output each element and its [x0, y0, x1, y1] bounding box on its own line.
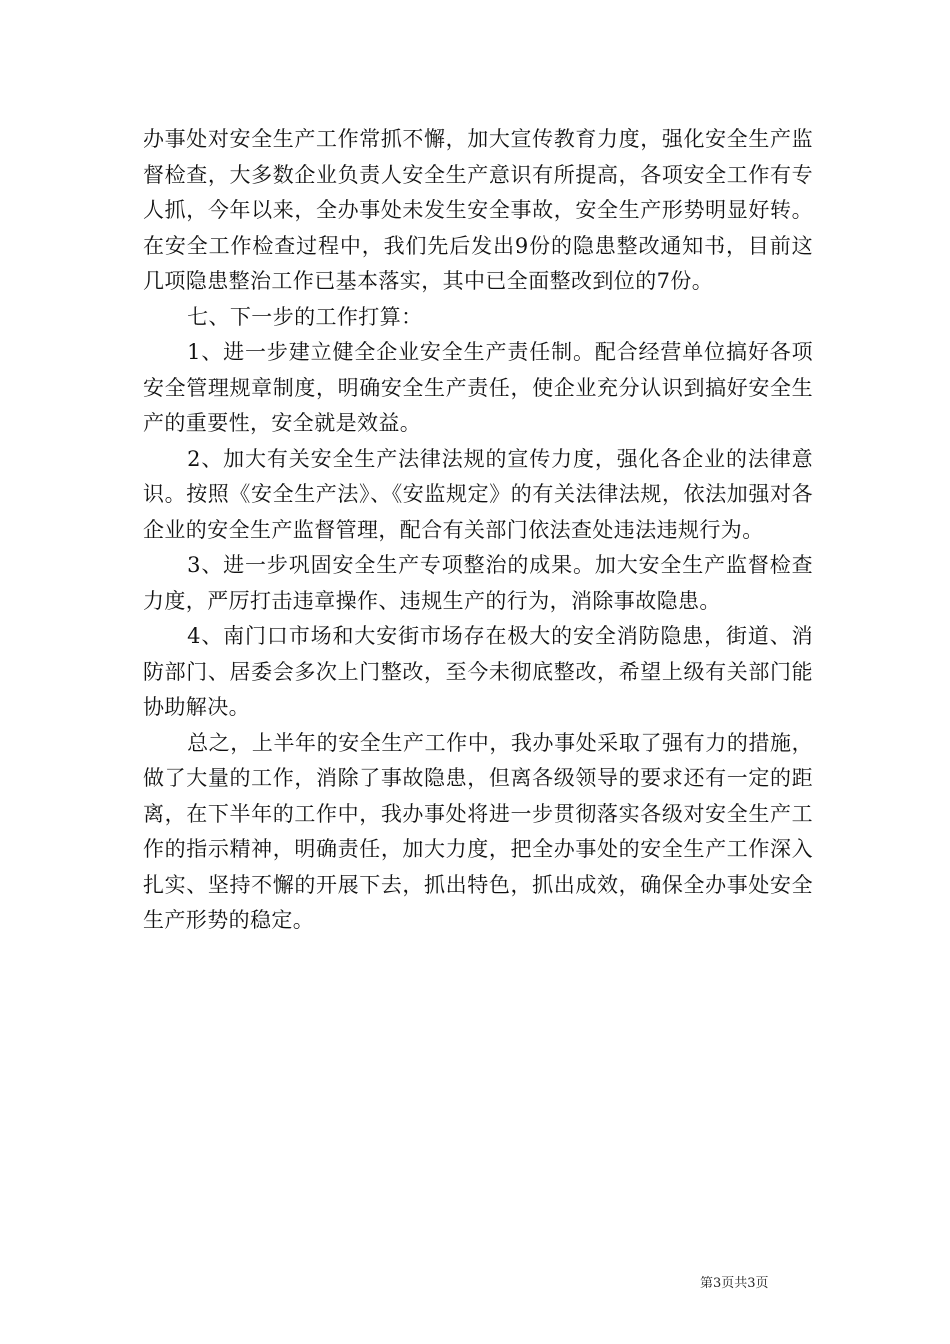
page-number-footer: 第3页共3页	[700, 1276, 769, 1291]
paragraph-item-4: 4、南门口市场和大安街市场存在极大的安全消防隐患，街道、消防部门、居委会多次上门整改，至今未彻底整改，希望上级有关部门能协助解决。	[143, 624, 813, 719]
paragraph-continuation: 办事处对安全生产工作常抓不懈，加大宣传教育力度，强化安全生产监督检查，大多数企业负责人安全生产意识有所提高，各项安全工作有专人抓，今年以来，全办事处未发生安全事故，安全生产形势明显好转。在安全工作检查过程中，我们先后发出9份的隐患整改通知书，目前这几项隐患整治工作已基本落实，其中已全面整改到位的7份。	[143, 127, 813, 293]
section-heading-next-steps: 七、下一步的工作打算：	[187, 304, 423, 329]
paragraph-item-1: 1、进一步建立健全企业安全生产责任制。配合经营单位搞好各项安全管理规章制度，明确安全生产责任，使企业充分认识到搞好安全生产的重要性，安全就是效益。	[143, 340, 813, 435]
document-body	[143, 122, 813, 939]
paragraph-conclusion: 总之，上半年的安全生产工作中，我办事处采取了强有力的措施，做了大量的工作，消除了事故隐患，但离各级领导的要求还有一定的距离，在下半年的工作中，我办事处将进一步贯彻落实各级对安全生产工作的指示精神，明确责任，加大力度，把全办事处的安全生产工作深入扎实、坚持不懈的开展下去，抓出特色，抓出成效，确保全办事处安全生产形势的稳定。	[143, 730, 813, 932]
paragraph-item-2: 2、加大有关安全生产法律法规的宣传力度，强化各企业的法律意识。按照《安全生产法》、《安监规定》的有关法律法规，依法加强对各企业的安全生产监督管理，配合有关部门依法查处违法违规行为。	[143, 446, 813, 542]
paragraph-item-3: 3、进一步巩固安全生产专项整治的成果。加大安全生产监督检查力度，严厉打击违章操作、违规生产的行为，消除事故隐患。	[143, 553, 813, 613]
